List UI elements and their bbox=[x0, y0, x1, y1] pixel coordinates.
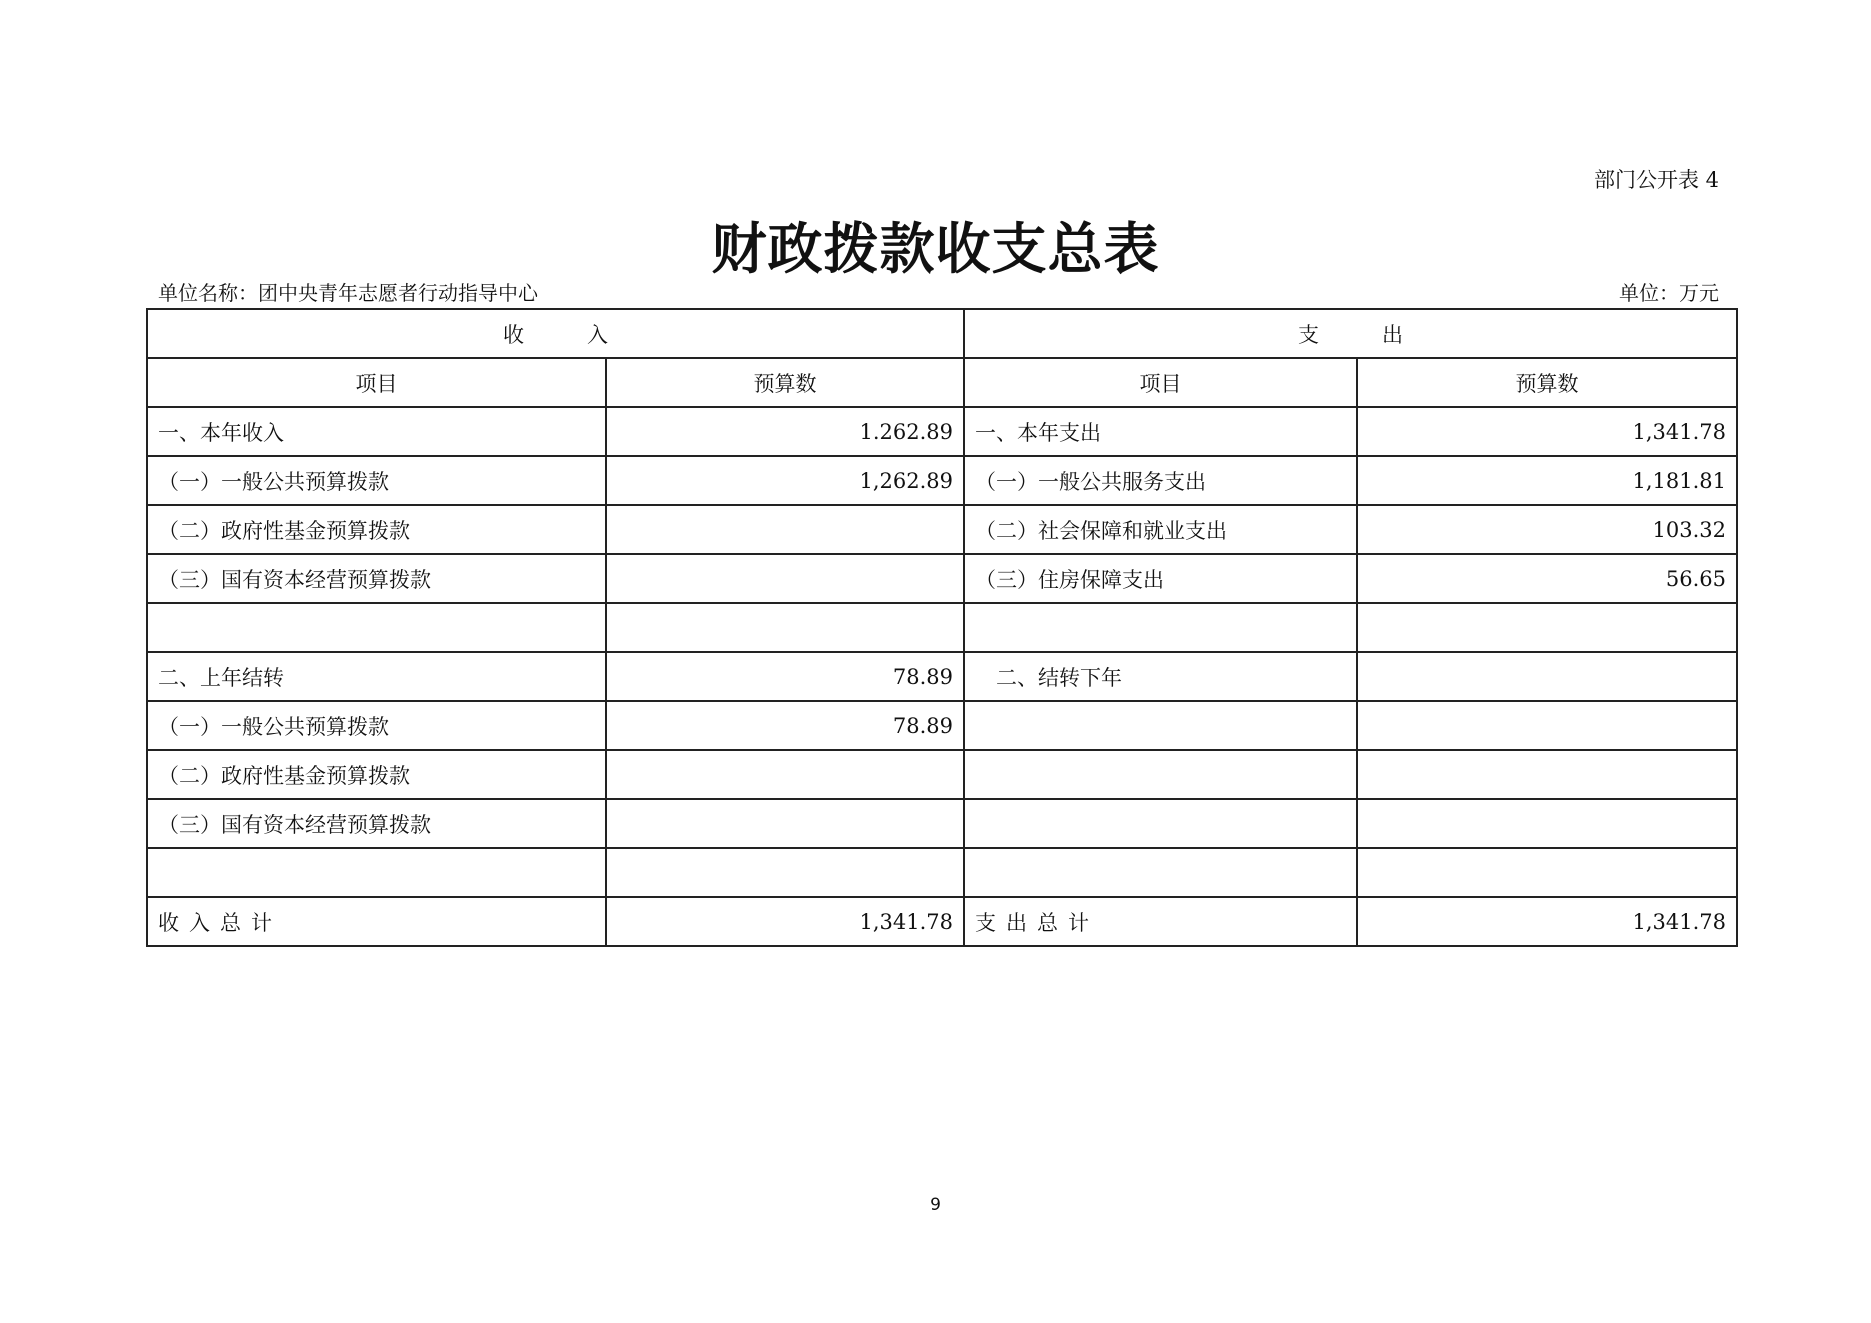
expense-value bbox=[1357, 652, 1737, 701]
section-header-row bbox=[147, 309, 1737, 358]
expense-item bbox=[964, 603, 1357, 652]
expense-header: 支 出 bbox=[964, 309, 1737, 358]
expense-total-value: 1,341.78 bbox=[1357, 897, 1737, 946]
budget-table bbox=[146, 308, 1738, 947]
income-item: （一）一般公共预算拨款 bbox=[147, 456, 606, 505]
expense-item-header: 项目 bbox=[964, 358, 1357, 407]
income-item: （三）国有资本经营预算拨款 bbox=[147, 799, 606, 848]
expense-value bbox=[1357, 603, 1737, 652]
table-row bbox=[147, 505, 1737, 554]
form-number: 部门公开表 4 bbox=[1593, 168, 1719, 192]
expense-item: （一）一般公共服务支出 bbox=[964, 456, 1357, 505]
expense-value: 1,181.81 bbox=[1357, 456, 1737, 505]
total-row bbox=[147, 897, 1737, 946]
table-row bbox=[147, 554, 1737, 603]
expense-value bbox=[1357, 848, 1737, 897]
expense-item bbox=[964, 799, 1357, 848]
expense-budget-header: 预算数 bbox=[1357, 358, 1737, 407]
income-value: 78.89 bbox=[606, 652, 964, 701]
income-item: （二）政府性基金预算拨款 bbox=[147, 750, 606, 799]
income-value bbox=[606, 750, 964, 799]
income-value bbox=[606, 848, 964, 897]
page-number: 9 bbox=[930, 1195, 941, 1215]
expense-item: （二）社会保障和就业支出 bbox=[964, 505, 1357, 554]
expense-value: 103.32 bbox=[1357, 505, 1737, 554]
currency-unit: 单位：万元 bbox=[1619, 281, 1719, 305]
expense-total-label: 支出总计 bbox=[964, 897, 1357, 946]
expense-value bbox=[1357, 750, 1737, 799]
income-value bbox=[606, 554, 964, 603]
expense-value bbox=[1357, 701, 1737, 750]
income-item bbox=[147, 848, 606, 897]
expense-value: 1,341.78 bbox=[1357, 407, 1737, 456]
income-item bbox=[147, 603, 606, 652]
expense-item bbox=[964, 750, 1357, 799]
unit-name: 单位名称：团中央青年志愿者行动指导中心 bbox=[158, 281, 538, 305]
expense-value: 56.65 bbox=[1357, 554, 1737, 603]
income-item: （三）国有资本经营预算拨款 bbox=[147, 554, 606, 603]
table-row bbox=[147, 799, 1737, 848]
income-value bbox=[606, 505, 964, 554]
income-value: 1,262.89 bbox=[606, 456, 964, 505]
income-item: （一）一般公共预算拨款 bbox=[147, 701, 606, 750]
expense-value bbox=[1357, 799, 1737, 848]
income-value bbox=[606, 799, 964, 848]
table-row bbox=[147, 603, 1737, 652]
income-item-header: 项目 bbox=[147, 358, 606, 407]
table-row bbox=[147, 456, 1737, 505]
income-total-value: 1,341.78 bbox=[606, 897, 964, 946]
expense-item bbox=[964, 848, 1357, 897]
income-value bbox=[606, 603, 964, 652]
income-value: 78.89 bbox=[606, 701, 964, 750]
income-value: 1.262.89 bbox=[606, 407, 964, 456]
table-row bbox=[147, 848, 1737, 897]
income-budget-header: 预算数 bbox=[606, 358, 964, 407]
table-row bbox=[147, 750, 1737, 799]
expense-item: 一、本年支出 bbox=[964, 407, 1357, 456]
table-row bbox=[147, 407, 1737, 456]
expense-item bbox=[964, 701, 1357, 750]
table-row bbox=[147, 652, 1737, 701]
expense-item: （三）住房保障支出 bbox=[964, 554, 1357, 603]
income-total-label: 收入总计 bbox=[147, 897, 606, 946]
income-header: 收 入 bbox=[147, 309, 964, 358]
table-row bbox=[147, 701, 1737, 750]
column-header-row bbox=[147, 358, 1737, 407]
income-item: （二）政府性基金预算拨款 bbox=[147, 505, 606, 554]
income-item: 一、本年收入 bbox=[147, 407, 606, 456]
document-title: 财政拨款收支总表 bbox=[711, 216, 1160, 281]
income-item: 二、上年结转 bbox=[147, 652, 606, 701]
expense-item: 二、结转下年 bbox=[964, 652, 1357, 701]
